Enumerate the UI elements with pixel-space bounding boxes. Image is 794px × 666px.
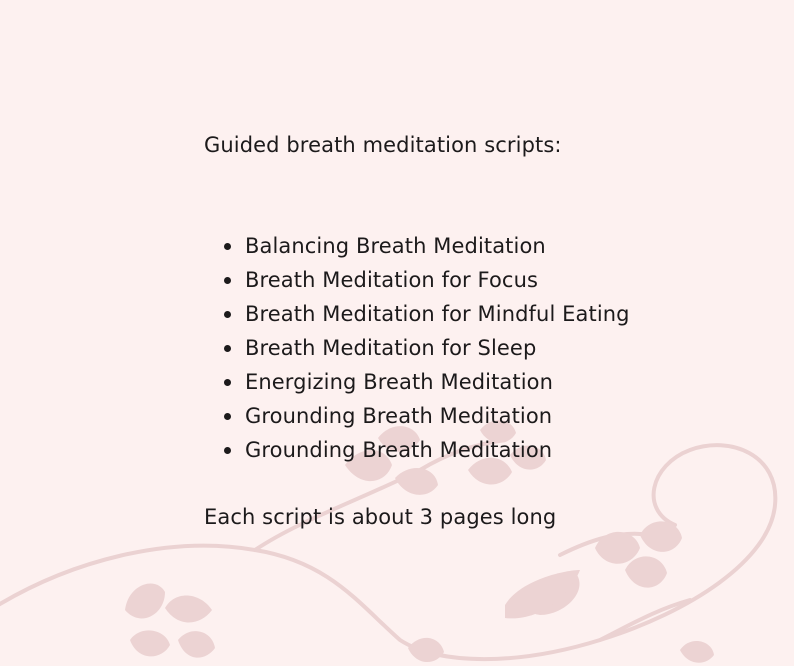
bullet-icon — [224, 345, 231, 352]
list-item — [204, 402, 630, 436]
bullet-icon — [224, 447, 231, 454]
bullet-icon — [224, 379, 231, 386]
script-title: Breath Meditation for Sleep — [245, 336, 537, 360]
list-item — [204, 334, 630, 368]
list-item — [204, 368, 630, 402]
bullet-icon — [224, 243, 231, 250]
script-title: Energizing Breath Meditation — [245, 370, 554, 394]
page-heading: Guided breath meditation scripts: — [204, 133, 562, 157]
list-item — [204, 300, 630, 334]
list-item — [204, 232, 630, 266]
bullet-icon — [224, 413, 231, 420]
page-length-note: Each script is about 3 pages long — [204, 505, 557, 529]
list-item — [204, 266, 630, 300]
script-list — [204, 232, 630, 470]
script-title: Balancing Breath Meditation — [245, 234, 546, 258]
script-title: Grounding Breath Meditation — [245, 438, 553, 462]
bullet-icon — [224, 311, 231, 318]
script-title: Breath Meditation for Focus — [245, 268, 539, 292]
bullet-icon — [224, 277, 231, 284]
script-title: Grounding Breath Meditation — [245, 404, 553, 428]
list-item — [204, 436, 630, 470]
script-title: Breath Meditation for Mindful Eating — [245, 302, 630, 326]
